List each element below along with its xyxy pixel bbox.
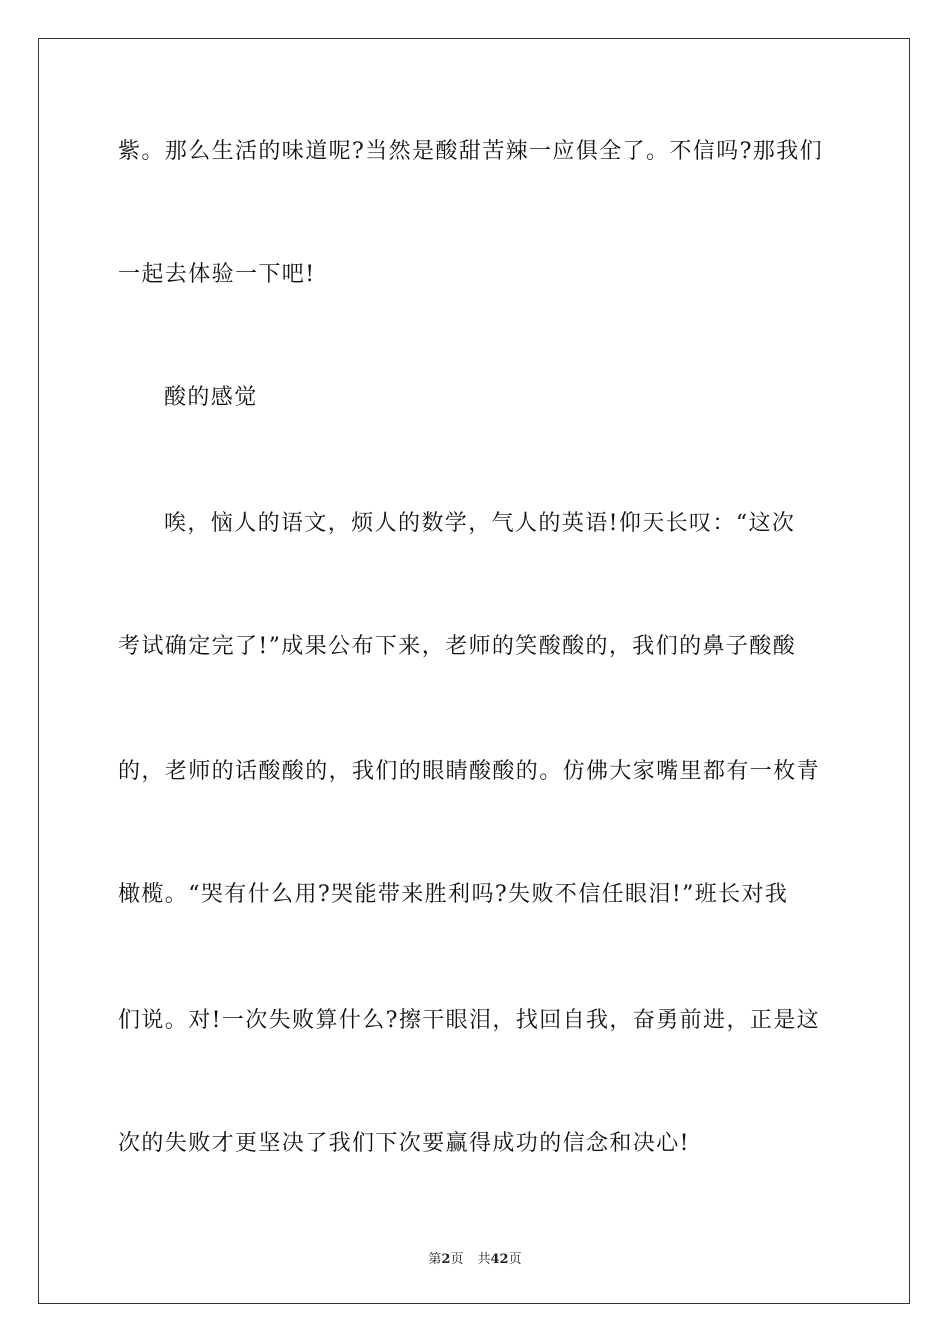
body-text-line-7: 们说。对!一次失败算什么?擦干眼泪，找回自我，奋勇前进，正是这 (118, 1008, 821, 1033)
body-text-line-2: 一起去体验一下吧! (118, 262, 316, 287)
page-border (38, 38, 910, 1304)
footer-page-number: 2 (441, 1252, 451, 1267)
footer-page-prefix: 第 (428, 1252, 442, 1267)
body-text-line-5: 的，老师的话酸酸的，我们的眼睛酸酸的。仿佛大家嘴里都有一枚青 (118, 759, 821, 784)
footer-total-prefix: 共 (477, 1252, 491, 1267)
body-text-line-6: 橄榄。“哭有什么用?哭能带来胜利吗?失败不信任眼泪!”班长对我 (118, 882, 789, 907)
body-text-line-1: 紫。那么生活的味道呢?当然是酸甜苦辣一应俱全了。不信吗?那我们 (118, 139, 823, 164)
body-text-line-3: 唉，恼人的语文，烦人的数学，气人的英语!仰天长叹：“这次 (164, 511, 796, 536)
section-heading: 酸的感觉 (164, 385, 258, 410)
footer-page-suffix: 页 (450, 1252, 464, 1267)
body-text-line-4: 考试确定完了!”成果公布下来，老师的笑酸酸的，我们的鼻子酸酸 (118, 634, 797, 659)
body-text-line-8: 次的失败才更坚决了我们下次要赢得成功的信念和决心! (118, 1131, 690, 1156)
footer-total-suffix: 页 (508, 1252, 522, 1267)
footer-total-pages: 42 (490, 1252, 509, 1267)
page-footer (0, 1248, 950, 1267)
